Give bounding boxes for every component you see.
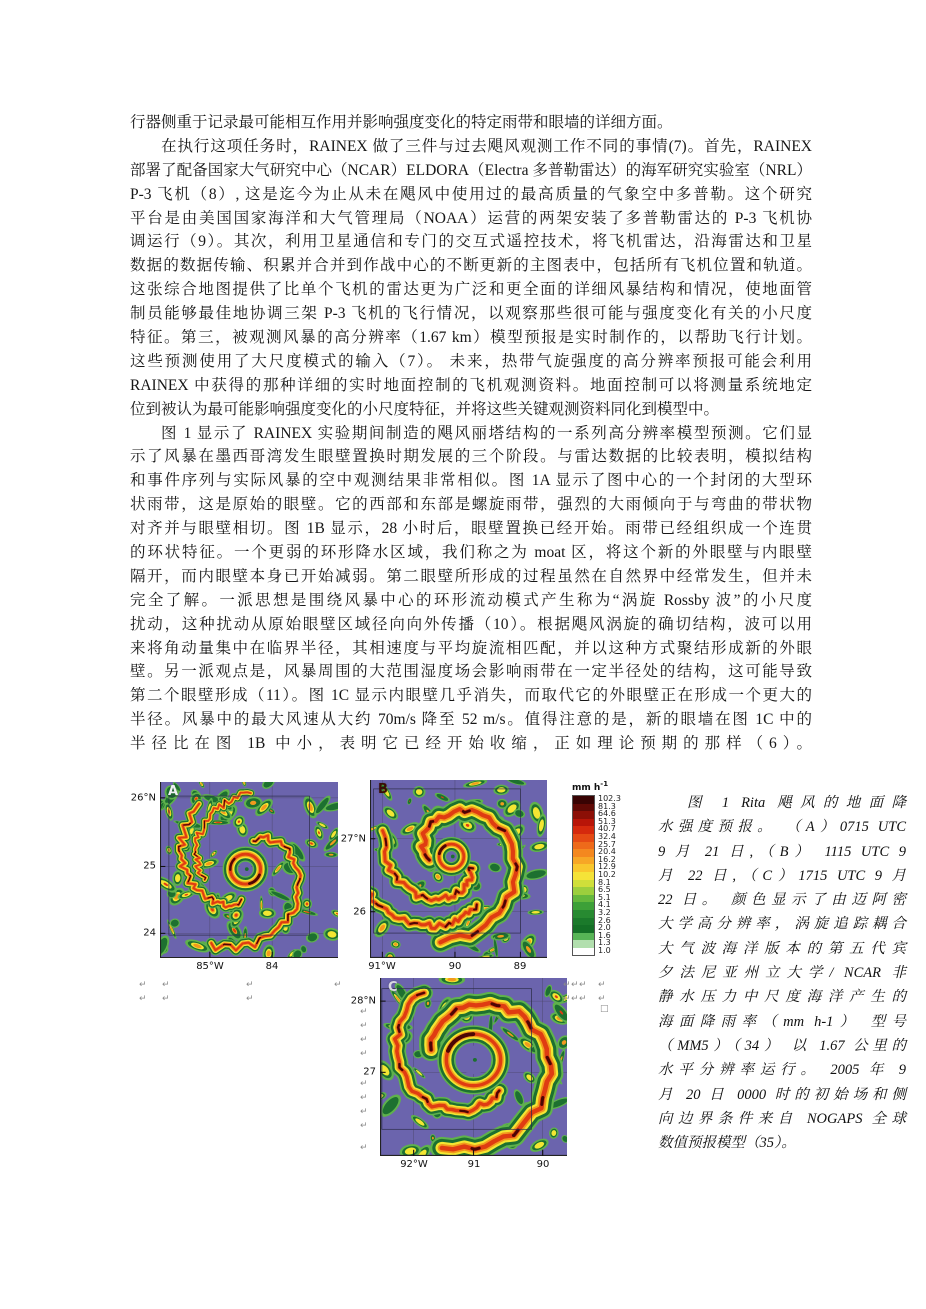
text-line: 第二个眼壁形成（11）。图 1C 显示内眼壁几乎消失，而取代它的外眼壁正在形成一个更大的 xyxy=(130,687,812,705)
lat-tick-label: 24 xyxy=(143,927,156,939)
colorbar-cell xyxy=(573,933,594,941)
line-break-formatting-mark: ↵ xyxy=(360,1093,368,1103)
colorbar-value: 1.6 xyxy=(598,930,611,940)
lon-tick-label: 89 xyxy=(513,961,527,972)
colorbar-cell xyxy=(573,910,594,918)
lat-tick-label: 25 xyxy=(143,860,156,872)
colorbar-cell xyxy=(573,880,594,888)
text-line: 状雨带，这是原始的眼壁。它的西部和东部是螺旋雨带，强烈的大雨倾向于与弯曲的带状物 xyxy=(130,496,812,514)
colorbar-cell xyxy=(573,857,594,865)
colorbar-value: 8.1 xyxy=(598,877,611,887)
colorbar-title xyxy=(572,780,621,793)
hurricane-precip-map-C xyxy=(380,978,567,1156)
hurricane-precip-map-B xyxy=(370,780,547,958)
colorbar-cell xyxy=(573,895,594,903)
text-line: 隔开，而内眼壁本身已开始减弱。第二眼壁所形成的过程虽然在自然界中经常发生，但并未 xyxy=(130,567,812,585)
colorbar xyxy=(572,780,621,956)
colorbar-value: 20.4 xyxy=(598,847,616,857)
line-break-formatting-mark: ↵ xyxy=(360,1079,368,1089)
colorbar-cell xyxy=(573,940,594,948)
text-line: 图 1 显示了 RAINEX 实验期间制造的飓风丽塔结构的一系列高分辨率模型预测。它们显 xyxy=(161,424,812,442)
colorbar-cell xyxy=(573,948,594,956)
lat-tick-label: 27°N xyxy=(340,833,366,845)
line-break-formatting-mark: ↵ xyxy=(162,980,170,990)
colorbar-cell xyxy=(573,826,594,834)
colorbar-cell xyxy=(573,796,594,804)
text-line: 图 1 Rita 飓风的地面降 xyxy=(687,795,906,811)
text-line: 对齐并与眼壁相切。图 1B 显示，28 小时后，眼壁置换已经开始。雨带已经组织成一个连贯 xyxy=(130,520,812,538)
colorbar-value: 3.2 xyxy=(598,907,611,917)
text-line: 特征。第三，被观测风暴的高分辨率（1.67 km）模型预报是实时制作的，以帮助飞行计划。 xyxy=(130,329,812,347)
text-line: 夕法尼亚州立大学/ NCAR 非 xyxy=(658,965,906,982)
lon-tick-label: 85°W xyxy=(196,961,224,972)
line-break-formatting-mark: ↵ xyxy=(579,980,587,990)
lon-tick-label: 90 xyxy=(536,1159,550,1170)
text-line: 22 日。 颜色显示了由迈阿密 xyxy=(658,892,906,909)
colorbar-scale xyxy=(572,795,595,956)
colorbar-unit: mm h xyxy=(572,783,601,793)
colorbar-value: 6.5 xyxy=(598,885,611,895)
colorbar-value: 5.1 xyxy=(598,892,611,902)
text-line: 扰动，这种扰动从原始眼壁区域径向向外传播（10）。根据飓风涡旋的确切结构，波可以用 xyxy=(130,615,812,633)
colorbar-value: 25.7 xyxy=(598,839,616,849)
lon-tick-label: 92°W xyxy=(400,1159,428,1170)
panel-label: B xyxy=(378,782,388,797)
colorbar-value: 1.3 xyxy=(598,938,611,948)
line-break-formatting-mark: ↵ xyxy=(360,1143,368,1153)
colorbar-value: 64.6 xyxy=(598,809,616,819)
text-line: 调运行（9）。其次，利用卫星通信和专门的交互式遥控技术，将飞机雷达，沿海雷达和卫星 xyxy=(130,233,812,251)
text-line: 数值预报模型（35）。 xyxy=(658,1135,796,1152)
lat-tick-label: 26°N xyxy=(130,792,156,804)
line-break-formatting-mark: ↵ xyxy=(360,1007,368,1017)
colorbar-value: 102.3 xyxy=(598,794,621,803)
colorbar-cell xyxy=(573,872,594,880)
colorbar-value: 81.3 xyxy=(598,801,616,811)
text-line: 月 20 日 0000 时的初始场和侧 xyxy=(658,1086,906,1103)
colorbar-cell xyxy=(573,819,594,827)
text-line: 这张综合地图提供了比单个飞机的雷达更为广泛和更全面的详细风暴结构和情况，使地面管 xyxy=(130,281,812,299)
lon-tick-label: 84 xyxy=(265,961,279,972)
line-break-formatting-mark: ↵ xyxy=(246,980,254,990)
lon-tick-label: 91 xyxy=(467,1159,481,1170)
text-line: 完全了解。一派思想是围绕风暴中心的环形流动模式产生称为“涡旋 Rossby 波”的小尺度 xyxy=(130,591,812,609)
lat-tick-label: 28°N xyxy=(350,995,376,1007)
line-break-formatting-mark: ↵ xyxy=(139,994,147,1004)
colorbar-values xyxy=(598,795,621,954)
panel-label: A xyxy=(168,784,179,799)
text-line: 水平分辨率运行。 2005 年 9 xyxy=(658,1062,906,1079)
text-line: 平台是由美国国家海洋和大气管理局（NOAA）运营的两架安装了多普勒雷达的 P-3 飞机协 xyxy=(130,209,812,227)
line-break-formatting-mark: ↵ xyxy=(563,994,571,1004)
colorbar-cell xyxy=(573,811,594,819)
lat-tick-label: 27 xyxy=(363,1066,376,1078)
text-line: 月 22 日,（C）1715 UTC 9 月 xyxy=(658,867,906,884)
text-line: 行器侧重于记录最可能相互作用并影响强度变化的特定雨带和眼墙的详细方面。 xyxy=(130,114,673,131)
panel-label: C xyxy=(388,980,398,995)
colorbar-value: 10.2 xyxy=(598,869,616,879)
line-break-formatting-mark: ↵ xyxy=(360,1049,368,1059)
text-line: 和事件序列与实际风暴的空中观测结果非常相似。图 1A 显示了图中心的一个封闭的大型环 xyxy=(130,472,812,490)
text-line: P-3 飞机（8）, 这是迄今为止从未在飓风中使用过的最高质量的气象空中多普勒。这个研究 xyxy=(130,185,812,203)
colorbar-unit-exponent: -1 xyxy=(600,780,609,788)
line-break-formatting-mark: ↵ xyxy=(571,994,579,1004)
colorbar-cell xyxy=(573,925,594,933)
text-line: 的环状特征。一个更弱的环形降水区域，我们称之为 moat 区，将这个新的外眼壁与内眼壁 xyxy=(130,544,812,562)
lon-tick-label: 90 xyxy=(448,961,462,972)
lon-tick-label: 91°W xyxy=(368,961,396,972)
figure-panel-B xyxy=(340,780,547,972)
text-line: 半径比在图 1B 中小，表明它已经开始收缩，正如理论预期的那样（6）。 xyxy=(130,735,812,753)
line-break-formatting-mark: ↵ xyxy=(571,980,579,990)
text-line: 数据的数据传输、积累并合并到作战中心的不断更新的主图表中，包括所有飞机位置和轨道。 xyxy=(130,257,812,275)
anchor-mark: □ xyxy=(600,1004,609,1014)
colorbar-cell xyxy=(573,804,594,812)
text-line: 制员能够最佳地协调三架 P-3 飞机的飞行情况，以观察那些很可能与强度变化有关的小尺度 xyxy=(130,305,812,323)
text-line: 向边界条件来自 NOGAPS 全球 xyxy=(658,1110,906,1127)
text-line: 大气波海洋版本的第五代宾 xyxy=(658,940,906,957)
line-break-formatting-mark: ↵ xyxy=(598,980,606,990)
text-line: 半径。风暴中的最大风速从大约 70m/s 降至 52 m/s。值得注意的是，新的眼墙在图 1C 中的 xyxy=(130,711,812,729)
line-break-formatting-mark: ↵ xyxy=(598,994,606,1004)
colorbar-value: 2.0 xyxy=(598,923,611,933)
colorbar-cell xyxy=(573,887,594,895)
figure-panel-C xyxy=(350,978,567,1170)
colorbar-value: 2.6 xyxy=(598,915,611,925)
colorbar-cell xyxy=(573,842,594,850)
text-line: 示了风暴在墨西哥湾发生眼壁置换时期发展的三个阶段。与雷达数据的比较表明，模拟结构 xyxy=(130,448,812,466)
line-break-formatting-mark: ↵ xyxy=(563,980,571,990)
figure-panel-A xyxy=(130,782,338,972)
colorbar-cell xyxy=(573,902,594,910)
line-break-formatting-mark: ↵ xyxy=(360,1021,368,1031)
colorbar-value: 12.9 xyxy=(598,862,616,872)
figure-caption xyxy=(658,791,906,1155)
colorbar-value: 32.4 xyxy=(598,831,616,841)
text-line: 部署了配备国家大气研究中心（NCAR）ELDORA（Electra 多普勒雷达）的海军研究实验室（NRL） xyxy=(130,161,812,179)
line-break-formatting-mark: ↵ xyxy=(246,994,254,1004)
line-break-formatting-mark: ↵ xyxy=(360,1035,368,1045)
line-break-formatting-mark: ↵ xyxy=(360,1107,368,1117)
text-line: 水强度预报。 （A）0715 UTC xyxy=(658,819,906,836)
colorbar-cell xyxy=(573,849,594,857)
colorbar-cell xyxy=(573,918,594,926)
text-line: 海面降雨率（mm h-1） 型号 xyxy=(658,1013,906,1030)
text-line: 位到被认为最可能影响强度变化的小尺度特征，并将这些关键观测资料同化到模型中。 xyxy=(130,400,720,418)
text-line: RAINEX 中获得的那种详细的实时地面控制的飞机观测资料。地面控制可以将测量系统地定 xyxy=(130,376,812,394)
text-line: 来将角动量集中在临界半径，其相速度与平均旋流相匹配，并以这种方式聚结形成新的外眼 xyxy=(130,639,812,657)
colorbar-value: 4.1 xyxy=(598,900,611,910)
lat-tick-label: 26 xyxy=(353,906,366,918)
colorbar-value: 40.7 xyxy=(598,824,616,834)
text-line: 静水压力中尺度海洋产生的 xyxy=(658,989,906,1006)
line-break-formatting-mark: ↵ xyxy=(360,1121,368,1131)
text-line: 大学高分辨率，涡旋追踪耦合 xyxy=(658,916,906,933)
text-line: （MM5）（34） 以 1.67 公里的 xyxy=(658,1037,906,1054)
hurricane-precip-map-A xyxy=(160,782,338,958)
line-break-formatting-mark: ↵ xyxy=(162,994,170,1004)
colorbar-value: 1.0 xyxy=(598,945,611,955)
text-line: 9 月 21 日,（B） 1115 UTC 9 xyxy=(658,843,906,860)
colorbar-value: 51.3 xyxy=(598,816,616,826)
colorbar-value: 16.2 xyxy=(598,854,616,864)
text-line: 壁。另一派观点是，风暴周围的大范围湿度场会影响雨带在一定半径处的结构，这可能导致 xyxy=(130,663,812,681)
line-break-formatting-mark: ↵ xyxy=(139,980,147,990)
line-break-formatting-mark: ↵ xyxy=(579,994,587,1004)
text-line: 这些预测使用了大尺度模式的输入（7）。 未来，热带气旋强度的高分辨率预报可能会利用 xyxy=(130,352,812,370)
colorbar-cell xyxy=(573,864,594,872)
colorbar-cell xyxy=(573,834,594,842)
line-break-formatting-mark: ↵ xyxy=(334,980,342,990)
text-line: 在执行这项任务时，RAINEX 做了三件与过去飓风观测工作不同的事情(7)。首先，RAINEX xyxy=(161,137,812,155)
